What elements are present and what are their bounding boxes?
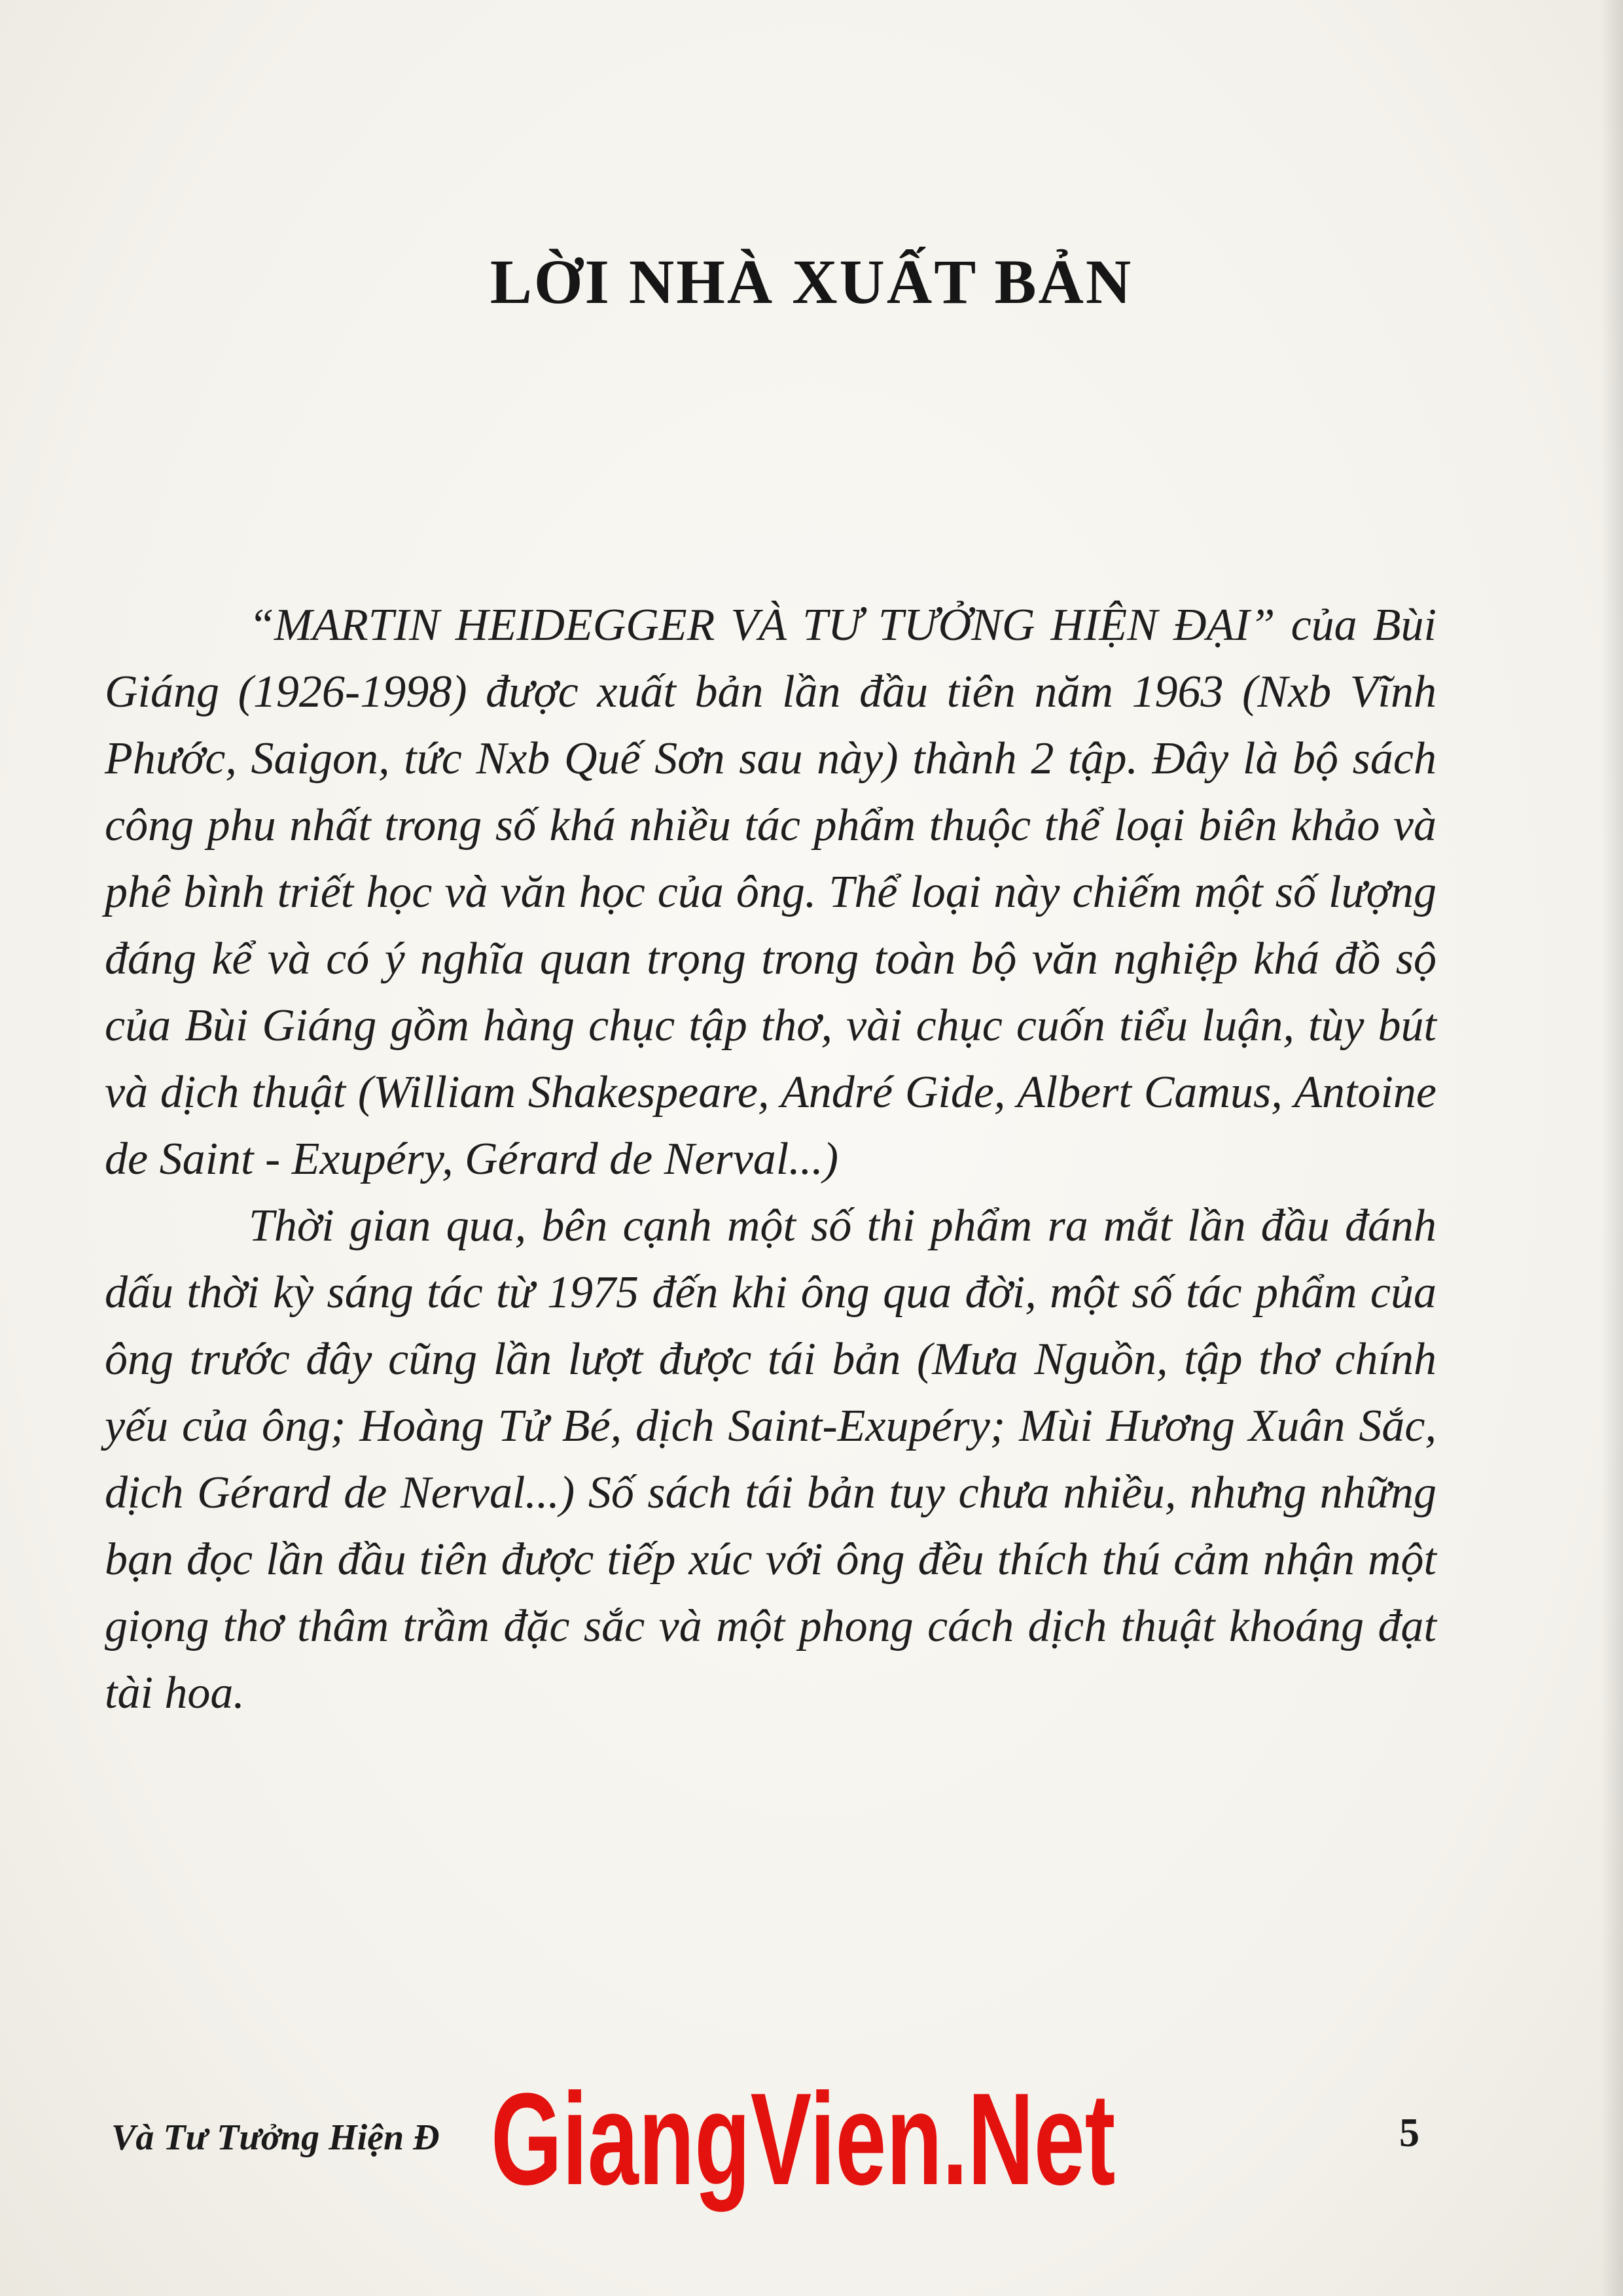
watermark-logo: GiangVien.Net <box>491 2066 1116 2212</box>
paragraph-1: “MARTIN HEIDEGGER VÀ TƯ TƯỞNG HIỆN ĐẠI” của Bùi Giáng (1926-1998) được xuất bản lần đầu tiên năm 1963 (Nxb Vĩnh Phước, Saigon, tức Nxb Quế Sơn sau này) thành 2 tập. Đây là bộ sách công phu nhất trong số khá nhiều tác phẩm thuộc thể loại biên khảo và phê bình triết học và văn học của ông. Thể loại này chiếm một số lượng đáng kể và có ý nghĩa quan trọng trong toàn bộ văn nghiệp khá đồ sộ của Bùi Giáng gồm hàng chục tập thơ, vài chục cuốn tiểu luận, tùy bút và dịch thuật (William Shakespeare, André Gide, Albert Camus, Antoine de Saint - Exupéry, Gérard de Nerval...) <box>105 600 1436 1184</box>
page-title: LỜI NHÀ XUẤT BẢN <box>490 247 1133 317</box>
paragraph-2: Thời gian qua, bên cạnh một số thi phẩm ra mắt lần đầu đánh dấu thời kỳ sáng tác từ 1975 đến khi ông qua đời, một số tác phẩm của ông trước đây cũng lần lượt được tái bản (Mưa Nguồn, tập thơ chính yếu của ông; Hoàng Tử Bé, dịch Saint-Exupéry; Mùi Hương Xuân Sắc, dịch Gérard de Nerval...) Số sách tái bản tuy chưa nhiều, nhưng những bạn đọc lần đầu tiên được tiếp xúc với ông đều thích thú cảm nhận một giọng thơ thâm trầm đặc sắc và một phong cách dịch thuật khoáng đạt tài hoa. <box>105 1201 1436 1718</box>
running-title: Và Tư Tưởng Hiện Đ <box>111 2117 440 2158</box>
body-text <box>105 592 1436 1727</box>
page-edge-shadow <box>1601 0 1623 2296</box>
page-number: 5 <box>1399 2111 1419 2155</box>
